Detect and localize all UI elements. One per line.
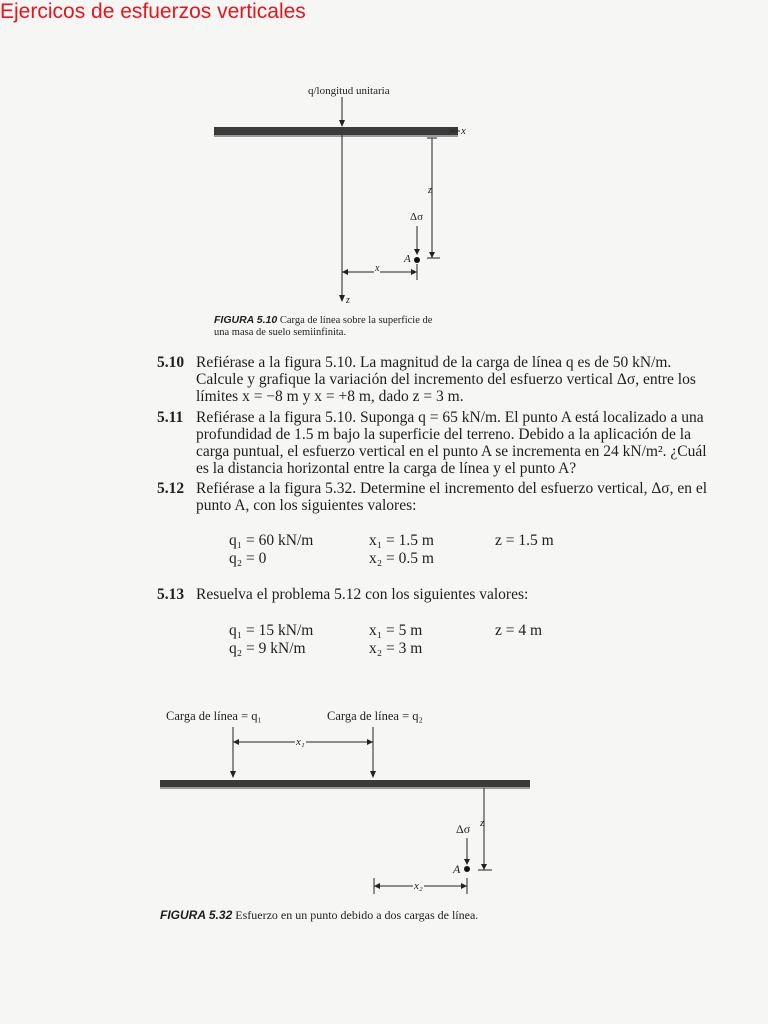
fig532-point-a-label: A [453,862,461,876]
fig510-delta-sigma: Δσ [410,211,424,223]
problem-number: 5.10 [157,354,185,371]
problem-line: Refiérase a la figura 5.10. La magnitud de la carga de línea q es de 50 kN/m. [196,354,672,371]
val-512-z: z = 1.5 m [495,532,554,549]
val-512-x2: x₂ = 0.5 m [369,550,434,567]
fig532-x1-dim-label: x₁ [296,736,305,748]
fig532-caption [160,908,478,923]
fig510-caption-label: FIGURA 5.10 [214,314,278,326]
fig510-point-a-label: A [404,253,411,265]
fig532-delta-sigma: Δσ [456,822,471,836]
problem-number: 5.11 [157,409,184,426]
fig532-load1-label: Carga de línea = q₁ [166,709,262,723]
problem-line: punto A, con los siguientes valores: [196,497,417,514]
problem-line: Resuelva el problema 5.12 con los siguientes valores: [196,586,529,603]
val-513-q1: q₁ = 15 kN/m [229,622,314,639]
fig510-caption-line1: Carga de línea sobre la superficie de [279,315,433,326]
val-512-q2: q₂ = 0 [229,550,267,567]
problem-line: Calcule y grafique la variación del incremento del esfuerzo vertical Δσ, entre los [196,371,696,388]
val-513-z: z = 4 m [495,622,543,639]
problem-line: carga puntual, el esfuerzo vertical en el punto A se incrementa en 24 kN/m². ¿Cuál [196,443,707,460]
point-a-2 [464,866,470,872]
fig532-load2-label: Carga de línea = q₂ [327,709,423,723]
problem-line: límites x = −8 m y x = +8 m, dado z = 3 m. [196,388,464,405]
fig510-load-label: q/longitud unitaria [308,85,390,97]
problem-line: Refiérase a la figura 5.10. Suponga q = 65 kN/m. El punto A está localizado a una [196,409,704,426]
val-513-q2: q₂ = 9 kN/m [229,640,306,657]
fig532-caption-label: FIGURA 5.32 [160,908,233,922]
fig532-z-dim-label: z [480,817,485,829]
fig510-caption-line2: una masa de suelo semiinfinita. [214,327,347,338]
val-512-x1: x₁ = 1.5 m [369,532,434,549]
ground-surface-2 [160,780,530,787]
fig510-z-dim-label: z [428,185,432,196]
val-512-q1: q₁ = 60 kN/m [229,532,314,549]
problem-number: 5.13 [157,586,185,603]
val-513-x1: x₁ = 5 m [369,622,423,639]
fig510-x-axis-label: x [461,125,466,137]
problem-number: 5.12 [157,480,185,497]
fig510-x-dim-label: x [375,263,380,274]
fig532-caption-text: Esfuerzo en un punto debido a dos cargas de línea. [235,908,479,922]
problem-line: es la distancia horizontal entre la carga de línea y el punto A? [196,460,577,477]
page-title: Ejercicos de esfuerzos verticales [0,0,306,23]
problem-line: Refiérase a la figura 5.32. Determine el incremento del esfuerzo vertical, Δσ, en el [196,480,708,497]
fig532-x2-dim-label: x₂ [414,880,423,892]
fig510-z-axis-label: z [346,295,350,306]
problem-line: profundidad de 1.5 m bajo la superficie del terreno. Debido a la aplicación de la [196,426,691,443]
val-513-x2: x₂ = 3 m [369,640,423,657]
